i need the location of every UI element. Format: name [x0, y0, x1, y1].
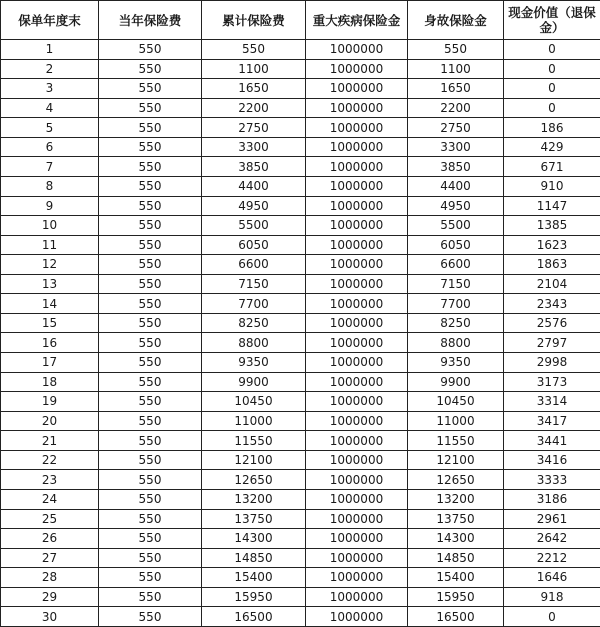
cell-cash-value: 2998: [504, 353, 600, 373]
cell-annual-premium: 550: [99, 274, 202, 294]
table-row: [1, 509, 600, 529]
cell-critical-illness-benefit: 1000000: [306, 255, 408, 275]
header-row: [1, 1, 600, 40]
cell-policy-year-end: 19: [1, 392, 99, 412]
cell-cash-value: 0: [504, 98, 600, 118]
cell-death-benefit: 14850: [408, 548, 504, 568]
cell-policy-year-end: 28: [1, 568, 99, 588]
cell-annual-premium: 550: [99, 450, 202, 470]
cell-cumulative-premium: 550: [202, 40, 306, 60]
table-row: [1, 40, 600, 60]
cell-critical-illness-benefit: 1000000: [306, 431, 408, 451]
cell-cash-value: 0: [504, 40, 600, 60]
cell-policy-year-end: 4: [1, 98, 99, 118]
cell-death-benefit: 9900: [408, 372, 504, 392]
cell-death-benefit: 7150: [408, 274, 504, 294]
cell-death-benefit: 3300: [408, 137, 504, 157]
cell-policy-year-end: 9: [1, 196, 99, 216]
cell-policy-year-end: 7: [1, 157, 99, 177]
cell-annual-premium: 550: [99, 176, 202, 196]
table-row: [1, 118, 600, 138]
cell-death-benefit: 6050: [408, 235, 504, 255]
cell-critical-illness-benefit: 1000000: [306, 59, 408, 79]
cell-critical-illness-benefit: 1000000: [306, 509, 408, 529]
cell-annual-premium: 550: [99, 137, 202, 157]
cell-cumulative-premium: 15950: [202, 587, 306, 607]
cell-death-benefit: 9350: [408, 353, 504, 373]
cell-cash-value: 0: [504, 79, 600, 99]
cell-cumulative-premium: 1650: [202, 79, 306, 99]
cell-critical-illness-benefit: 1000000: [306, 411, 408, 431]
table-row: [1, 607, 600, 627]
header-critical-illness-benefit: 重大疾病保险金: [306, 1, 408, 40]
table-row: [1, 431, 600, 451]
cell-policy-year-end: 27: [1, 548, 99, 568]
cell-critical-illness-benefit: 1000000: [306, 392, 408, 412]
cell-critical-illness-benefit: 1000000: [306, 79, 408, 99]
cell-annual-premium: 550: [99, 313, 202, 333]
cell-annual-premium: 550: [99, 431, 202, 451]
cell-cumulative-premium: 2750: [202, 118, 306, 138]
cell-annual-premium: 550: [99, 196, 202, 216]
cell-cumulative-premium: 6050: [202, 235, 306, 255]
cell-policy-year-end: 17: [1, 353, 99, 373]
table-row: [1, 568, 600, 588]
table-row: [1, 216, 600, 236]
table-row: [1, 450, 600, 470]
table-row: [1, 489, 600, 509]
cell-death-benefit: 4950: [408, 196, 504, 216]
cell-cumulative-premium: 8800: [202, 333, 306, 353]
cell-policy-year-end: 18: [1, 372, 99, 392]
cell-cash-value: 2104: [504, 274, 600, 294]
table-row: [1, 255, 600, 275]
table-row: [1, 137, 600, 157]
cell-death-benefit: 13200: [408, 489, 504, 509]
table-row: [1, 196, 600, 216]
cell-annual-premium: 550: [99, 118, 202, 138]
cell-policy-year-end: 8: [1, 176, 99, 196]
cell-death-benefit: 2750: [408, 118, 504, 138]
cell-death-benefit: 4400: [408, 176, 504, 196]
cell-annual-premium: 550: [99, 98, 202, 118]
cell-cash-value: 3417: [504, 411, 600, 431]
cell-critical-illness-benefit: 1000000: [306, 587, 408, 607]
cell-death-benefit: 1100: [408, 59, 504, 79]
cell-cumulative-premium: 8250: [202, 313, 306, 333]
table-row: [1, 333, 600, 353]
cell-policy-year-end: 16: [1, 333, 99, 353]
cell-annual-premium: 550: [99, 353, 202, 373]
cell-policy-year-end: 6: [1, 137, 99, 157]
cell-cumulative-premium: 13750: [202, 509, 306, 529]
cell-annual-premium: 550: [99, 411, 202, 431]
cell-death-benefit: 7700: [408, 294, 504, 314]
cell-critical-illness-benefit: 1000000: [306, 157, 408, 177]
cell-policy-year-end: 26: [1, 529, 99, 549]
cell-cash-value: 671: [504, 157, 600, 177]
cell-policy-year-end: 22: [1, 450, 99, 470]
table-row: [1, 529, 600, 549]
cell-death-benefit: 13750: [408, 509, 504, 529]
table-body: [1, 40, 600, 627]
cell-critical-illness-benefit: 1000000: [306, 98, 408, 118]
table-header: [1, 1, 600, 40]
cell-cash-value: 3186: [504, 489, 600, 509]
cell-cash-value: 1863: [504, 255, 600, 275]
cell-critical-illness-benefit: 1000000: [306, 137, 408, 157]
cell-death-benefit: 15400: [408, 568, 504, 588]
table-row: [1, 587, 600, 607]
cell-policy-year-end: 21: [1, 431, 99, 451]
cell-cumulative-premium: 6600: [202, 255, 306, 275]
table-row: [1, 353, 600, 373]
cell-policy-year-end: 20: [1, 411, 99, 431]
table-row: [1, 294, 600, 314]
cell-annual-premium: 550: [99, 587, 202, 607]
cell-policy-year-end: 24: [1, 489, 99, 509]
cell-cumulative-premium: 14300: [202, 529, 306, 549]
header-policy-year-end: 保单年度末: [1, 1, 99, 40]
cell-cash-value: 2212: [504, 548, 600, 568]
cell-policy-year-end: 14: [1, 294, 99, 314]
cell-cumulative-premium: 15400: [202, 568, 306, 588]
cell-critical-illness-benefit: 1000000: [306, 450, 408, 470]
cell-policy-year-end: 5: [1, 118, 99, 138]
cell-annual-premium: 550: [99, 235, 202, 255]
cell-critical-illness-benefit: 1000000: [306, 607, 408, 627]
cell-annual-premium: 550: [99, 470, 202, 490]
cell-critical-illness-benefit: 1000000: [306, 529, 408, 549]
cell-critical-illness-benefit: 1000000: [306, 489, 408, 509]
cell-cash-value: 2961: [504, 509, 600, 529]
cell-annual-premium: 550: [99, 607, 202, 627]
cell-cumulative-premium: 1100: [202, 59, 306, 79]
cell-cumulative-premium: 4400: [202, 176, 306, 196]
cell-annual-premium: 550: [99, 157, 202, 177]
table-row: [1, 235, 600, 255]
cell-policy-year-end: 11: [1, 235, 99, 255]
cell-critical-illness-benefit: 1000000: [306, 235, 408, 255]
cell-annual-premium: 550: [99, 333, 202, 353]
cell-critical-illness-benefit: 1000000: [306, 548, 408, 568]
cell-death-benefit: 10450: [408, 392, 504, 412]
header-cash-value: 现金价值（退保金）: [504, 1, 600, 40]
cell-cumulative-premium: 12100: [202, 450, 306, 470]
cell-cumulative-premium: 7150: [202, 274, 306, 294]
cell-death-benefit: 2200: [408, 98, 504, 118]
cell-policy-year-end: 25: [1, 509, 99, 529]
cell-death-benefit: 550: [408, 40, 504, 60]
cell-policy-year-end: 15: [1, 313, 99, 333]
cell-policy-year-end: 29: [1, 587, 99, 607]
cell-annual-premium: 550: [99, 59, 202, 79]
cell-cash-value: 3441: [504, 431, 600, 451]
cell-cash-value: 918: [504, 587, 600, 607]
cell-annual-premium: 550: [99, 509, 202, 529]
table-row: [1, 176, 600, 196]
cell-death-benefit: 15950: [408, 587, 504, 607]
cell-cumulative-premium: 10450: [202, 392, 306, 412]
cell-critical-illness-benefit: 1000000: [306, 274, 408, 294]
cell-critical-illness-benefit: 1000000: [306, 333, 408, 353]
cell-annual-premium: 550: [99, 372, 202, 392]
cell-annual-premium: 550: [99, 255, 202, 275]
cell-death-benefit: 14300: [408, 529, 504, 549]
cell-critical-illness-benefit: 1000000: [306, 353, 408, 373]
cell-cash-value: 3173: [504, 372, 600, 392]
cell-death-benefit: 8800: [408, 333, 504, 353]
cell-cash-value: 3416: [504, 450, 600, 470]
cell-policy-year-end: 12: [1, 255, 99, 275]
cell-critical-illness-benefit: 1000000: [306, 118, 408, 138]
cell-cash-value: 186: [504, 118, 600, 138]
cell-critical-illness-benefit: 1000000: [306, 294, 408, 314]
cell-annual-premium: 550: [99, 40, 202, 60]
cell-cumulative-premium: 9350: [202, 353, 306, 373]
table-row: [1, 157, 600, 177]
cell-cumulative-premium: 5500: [202, 216, 306, 236]
cell-cash-value: 1147: [504, 196, 600, 216]
cell-policy-year-end: 13: [1, 274, 99, 294]
cell-cash-value: 1646: [504, 568, 600, 588]
cell-death-benefit: 5500: [408, 216, 504, 236]
cell-cumulative-premium: 14850: [202, 548, 306, 568]
cell-annual-premium: 550: [99, 294, 202, 314]
cell-critical-illness-benefit: 1000000: [306, 372, 408, 392]
cell-cumulative-premium: 2200: [202, 98, 306, 118]
cell-death-benefit: 11000: [408, 411, 504, 431]
cell-critical-illness-benefit: 1000000: [306, 196, 408, 216]
cell-cash-value: 1623: [504, 235, 600, 255]
cell-cash-value: 2343: [504, 294, 600, 314]
cell-cumulative-premium: 3300: [202, 137, 306, 157]
cell-policy-year-end: 30: [1, 607, 99, 627]
cell-cash-value: 910: [504, 176, 600, 196]
cell-death-benefit: 6600: [408, 255, 504, 275]
table-row: [1, 548, 600, 568]
table-row: [1, 392, 600, 412]
cell-policy-year-end: 10: [1, 216, 99, 236]
cell-annual-premium: 550: [99, 529, 202, 549]
cell-policy-year-end: 3: [1, 79, 99, 99]
cell-cash-value: 429: [504, 137, 600, 157]
table-row: [1, 59, 600, 79]
table-row: [1, 79, 600, 99]
cell-cash-value: 0: [504, 59, 600, 79]
table-row: [1, 274, 600, 294]
cell-cumulative-premium: 4950: [202, 196, 306, 216]
cell-cumulative-premium: 11550: [202, 431, 306, 451]
cell-death-benefit: 1650: [408, 79, 504, 99]
cell-critical-illness-benefit: 1000000: [306, 40, 408, 60]
header-death-benefit: 身故保险金: [408, 1, 504, 40]
cell-annual-premium: 550: [99, 216, 202, 236]
cell-cash-value: 2576: [504, 313, 600, 333]
cell-cumulative-premium: 16500: [202, 607, 306, 627]
cell-cash-value: 1385: [504, 216, 600, 236]
table-row: [1, 411, 600, 431]
cell-cumulative-premium: 12650: [202, 470, 306, 490]
cell-cash-value: 3314: [504, 392, 600, 412]
header-cumulative-premium: 累计保险费: [202, 1, 306, 40]
cell-critical-illness-benefit: 1000000: [306, 176, 408, 196]
cell-annual-premium: 550: [99, 489, 202, 509]
cell-cash-value: 0: [504, 607, 600, 627]
cell-cumulative-premium: 11000: [202, 411, 306, 431]
cell-cash-value: 2797: [504, 333, 600, 353]
cell-critical-illness-benefit: 1000000: [306, 568, 408, 588]
cell-critical-illness-benefit: 1000000: [306, 313, 408, 333]
cell-annual-premium: 550: [99, 548, 202, 568]
cell-annual-premium: 550: [99, 392, 202, 412]
cell-critical-illness-benefit: 1000000: [306, 216, 408, 236]
cell-cumulative-premium: 7700: [202, 294, 306, 314]
table-row: [1, 313, 600, 333]
cell-cash-value: 2642: [504, 529, 600, 549]
cell-policy-year-end: 1: [1, 40, 99, 60]
cell-cumulative-premium: 9900: [202, 372, 306, 392]
table-row: [1, 98, 600, 118]
cell-critical-illness-benefit: 1000000: [306, 470, 408, 490]
cell-death-benefit: 11550: [408, 431, 504, 451]
cell-death-benefit: 8250: [408, 313, 504, 333]
cell-annual-premium: 550: [99, 79, 202, 99]
cell-death-benefit: 3850: [408, 157, 504, 177]
cell-death-benefit: 12650: [408, 470, 504, 490]
cell-cumulative-premium: 3850: [202, 157, 306, 177]
cell-death-benefit: 12100: [408, 450, 504, 470]
cell-death-benefit: 16500: [408, 607, 504, 627]
table-row: [1, 470, 600, 490]
cell-annual-premium: 550: [99, 568, 202, 588]
cell-policy-year-end: 2: [1, 59, 99, 79]
cell-cash-value: 3333: [504, 470, 600, 490]
cell-cumulative-premium: 13200: [202, 489, 306, 509]
table-row: [1, 372, 600, 392]
cell-policy-year-end: 23: [1, 470, 99, 490]
header-annual-premium: 当年保险费: [99, 1, 202, 40]
